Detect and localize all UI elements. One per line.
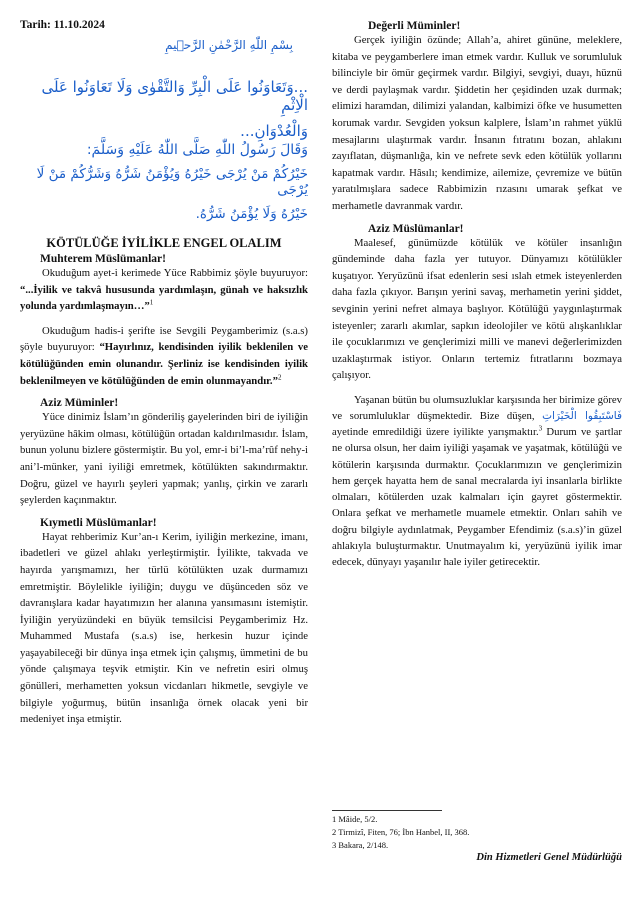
hadith-line-1: خَيْرُكُمْ مَنْ يُرْجَى خَيْرُهُ وَيُؤْمَنُ شَرُّهُ وَشَرُّكُمْ مَنْ لَا يُرْجَى xyxy=(36,166,308,198)
hadith-intro: وَقَالَ رَسُولُ اللّٰهِ صَلَّى اللّٰهُ عَلَيْهِ وَسَلَّمَ: xyxy=(86,142,308,158)
paragraph-hadith xyxy=(20,323,308,389)
inline-arabic: فَاسْتَبِقُوا الْخَيْرَاتِ xyxy=(542,410,622,423)
right-body xyxy=(332,20,622,570)
basmala-calligraphy: بِسْمِ اللّٰهِ الرَّحْمٰنِ الرَّح۪يمِ xyxy=(165,38,293,52)
signature: Din Hizmetleri Genel Müdürlüğü xyxy=(476,852,622,863)
paragraph-goodness: Gerçek iyiliğin özünde; Allah’a, ahiret gününe, meleklere, kitaba ve peygamberlere iman etmek vardır. Kulluk ve sorumluluk bilinciyle bir ömür geçirmek vardır. Bilgiyi, sevgiyi, duayı, hüznü ve derdi paylaşmak vardır. Şiddetin her çeşidinden uzak durmak; elimizi haramdan, dilimizi yalandan, kalbimizi öfke ve husumetten korumak vardır. Sevgiden yoksun kalplere, İslam’ın rahmet yüklü mesajlarını ulaştırmak vardır. İnsanın fıtratını bozan, ahlakını zayıflatan, düşmanlığa, kin ve nefrete sevk eden kötülük yollarını kapatmak vardır. Hâsılı; kendimize, ailemize, çevremize ve bütün yaratılmışlara sadece Rabbimizin rızasını umarak şefkat ve merhametle davranmak vardır. xyxy=(332,34,622,212)
footnotes xyxy=(332,813,622,852)
paragraph-evil: Maalesef, günümüzde kötülük ve kötüler insanlığın gündeminde daha fazla yer tutuyor. Dünyamızı kötülükler kuşatıyor. Yeryüzünü ifsat edenlerin sesi ıslah etmek isteyenlerden daha fazla çıkıyor. Barışın yerini savaş, merhametin yerini şiddet, sevginin yerini nefret almaya başlıyor. Kötülüğü yaygınlaştırmak isteyenler; zararlı akımlar, sapkın ideolojiler ve kötü alışkanlıklar ile çocuklarımızı ve gençlerimizi milli ve manevi değerlerimizden uzaklaştırmak istiyor. Onların tertemiz fıtratlarını bozmaya çalışıyor. xyxy=(332,236,622,382)
heading-muhterem: Muhterem Müslümanlar! xyxy=(40,253,166,265)
footnote-ref: 1 xyxy=(149,298,154,307)
footnote-divider xyxy=(332,810,442,811)
heading-aziz-mus: Aziz Müslümanlar! xyxy=(368,222,464,235)
date: Tarih: 11.10.2024 xyxy=(20,19,105,31)
arabic-hadith xyxy=(20,142,308,222)
paragraph-duty xyxy=(332,392,622,570)
footnote-ref: 2 xyxy=(277,373,282,381)
paragraph-islam: Yüce dinimiz İslam’ın gönderiliş gayelerinden biri de iyiliğin yeryüzüne hâkim olması, kötülüğün ortadan kaldırılmasıdır. İslam, bunun yolunu bizlere göstermiştir. Bu yol, emr-i bi’l-ma’rûf nehy-i ani’l-münker, yani iyiliği emretmek, kötülükten sakındırmaktır. Doğru, güzel ve hayırlı şeyleri yapmak; yanlış, çirkin ve zararlı şeylerden kaçınmaktır. xyxy=(20,411,308,507)
paragraph-text: Okuduğum hadis-i şerifte ise Sevgili Peygamberimiz (s.a.s) şöyle buyuruyor: xyxy=(20,324,308,354)
arabic-verse xyxy=(20,78,308,140)
paragraph-text: ayetinde emredildiği üzere iyilikte yarışmaktır. xyxy=(332,426,539,439)
footnote-2: 2 Tirmizî, Fiten, 76; İbn Hanbel, II, 368. xyxy=(332,827,470,837)
ayah-line-2: وَالْعُدْوَانِ... xyxy=(240,122,308,140)
heading-aziz-mu: Aziz Müminler! xyxy=(40,397,119,410)
paragraph-text: Durum ve şartlar ne olursa olsun, her daim iyiliği yaşamak ve yaşatmak, kötülüğü ve kötülerin karşısında durmaktır. Çocuklarımızın ve gençlerimizin hem gerçek hayatta hem de sanal mecralarda iyi insanlarla birlikte olmaları, kötülerden uzak kalmaları için gayret göstermektir. Onlara şefkat ve merhametle muamele etmektir. Onları sahih ve doğru bilgiyle aydınlatmak, Peygamber Efendimiz (s.a.s)’in güzel ahlakıyla buluşturmaktır. Unutmayalım ki, yeryüzünü iyilik imar edecek, dünyayı yaşanılır hale iyiler getirecektir. xyxy=(332,426,622,568)
paragraph-quran: Hayat rehberimiz Kur’an-ı Kerim, iyiliğin merkezine, imanı, ibadetleri ve güzel ahlakı yerleştirmiştir. İyilikte, takvada ve hayırda yarışmamızı, her türlü kötülükten uzak durmamızı emretmiştir. Böylelikle iyiliğin; duygu ve düşünceden söz ve davranışlara kadar hayatımızın her alanına yansımasını istemiştir. İyiliğin yeryüzündeki en büyük temsilcisi Peygamberimiz Hz. Muhammed Mustafa (s.a.s) ise, herkesin huzur içinde yaşayabileceği bir dünya inşa etmek için çalışmış, ümmetini de bu yönde çalışmaya teşvik etmiştir. Kin ve nefretin esiri olmuş gönülleri, merhametten yoksun vicdanları hikmetle, sevgiyle ve bilgiyle yoğurmuş, bütün insanlığa örnek olacak yeni bir medeniyet inşa etmiştir. xyxy=(20,530,308,726)
footnote-3: 3 Bakara, 2/148. xyxy=(332,840,389,850)
ayah-quote: “...İyilik ve takvâ hususunda yardımlaşın, günah ve haksızlık yolunda yardımlaşmayın…” xyxy=(20,283,308,313)
hadith-line-2: خَيْرُهُ وَلَا يُؤْمَنُ شَرُّهُ. xyxy=(195,206,308,222)
paragraph-ayah xyxy=(20,265,308,315)
heading-degerli: Değerli Müminler! xyxy=(368,20,461,32)
left-body xyxy=(20,253,308,728)
paragraph-text: Yaşanan bütün bu olumsuzluklar karşısında her birimize görev ve sorumluluklar düşmektedir. Bize düşen, xyxy=(332,393,622,423)
hadith-quote: “Hayırlınız, kendisinden iyilik beklenilen ve kötülüğünden emin olunandır. Şerliniz ise kendisinden iyilik beklenilmeyen ve kötülüğünden de emin olunmayandır.” xyxy=(20,341,308,387)
paragraph-text: Okuduğum ayet-i kerimede Yüce Rabbimiz şöyle buyuruyor: xyxy=(42,267,308,279)
sermon-title: KÖTÜLÜĞE İYİLİKLE ENGEL OLALIM xyxy=(46,236,282,250)
heading-kiymetli: Kıymetli Müslümanlar! xyxy=(40,516,157,529)
footnote-1: 1 Mâide, 5/2. xyxy=(332,814,378,824)
footnote-ref: 3 xyxy=(538,424,543,433)
ayah-line-1: ...وَتَعَاوَنُوا عَلَى الْبِرِّ وَالتَّقْوٰى وَلَا تَعَاوَنُوا عَلَى الْاِثْمِ xyxy=(41,78,308,114)
